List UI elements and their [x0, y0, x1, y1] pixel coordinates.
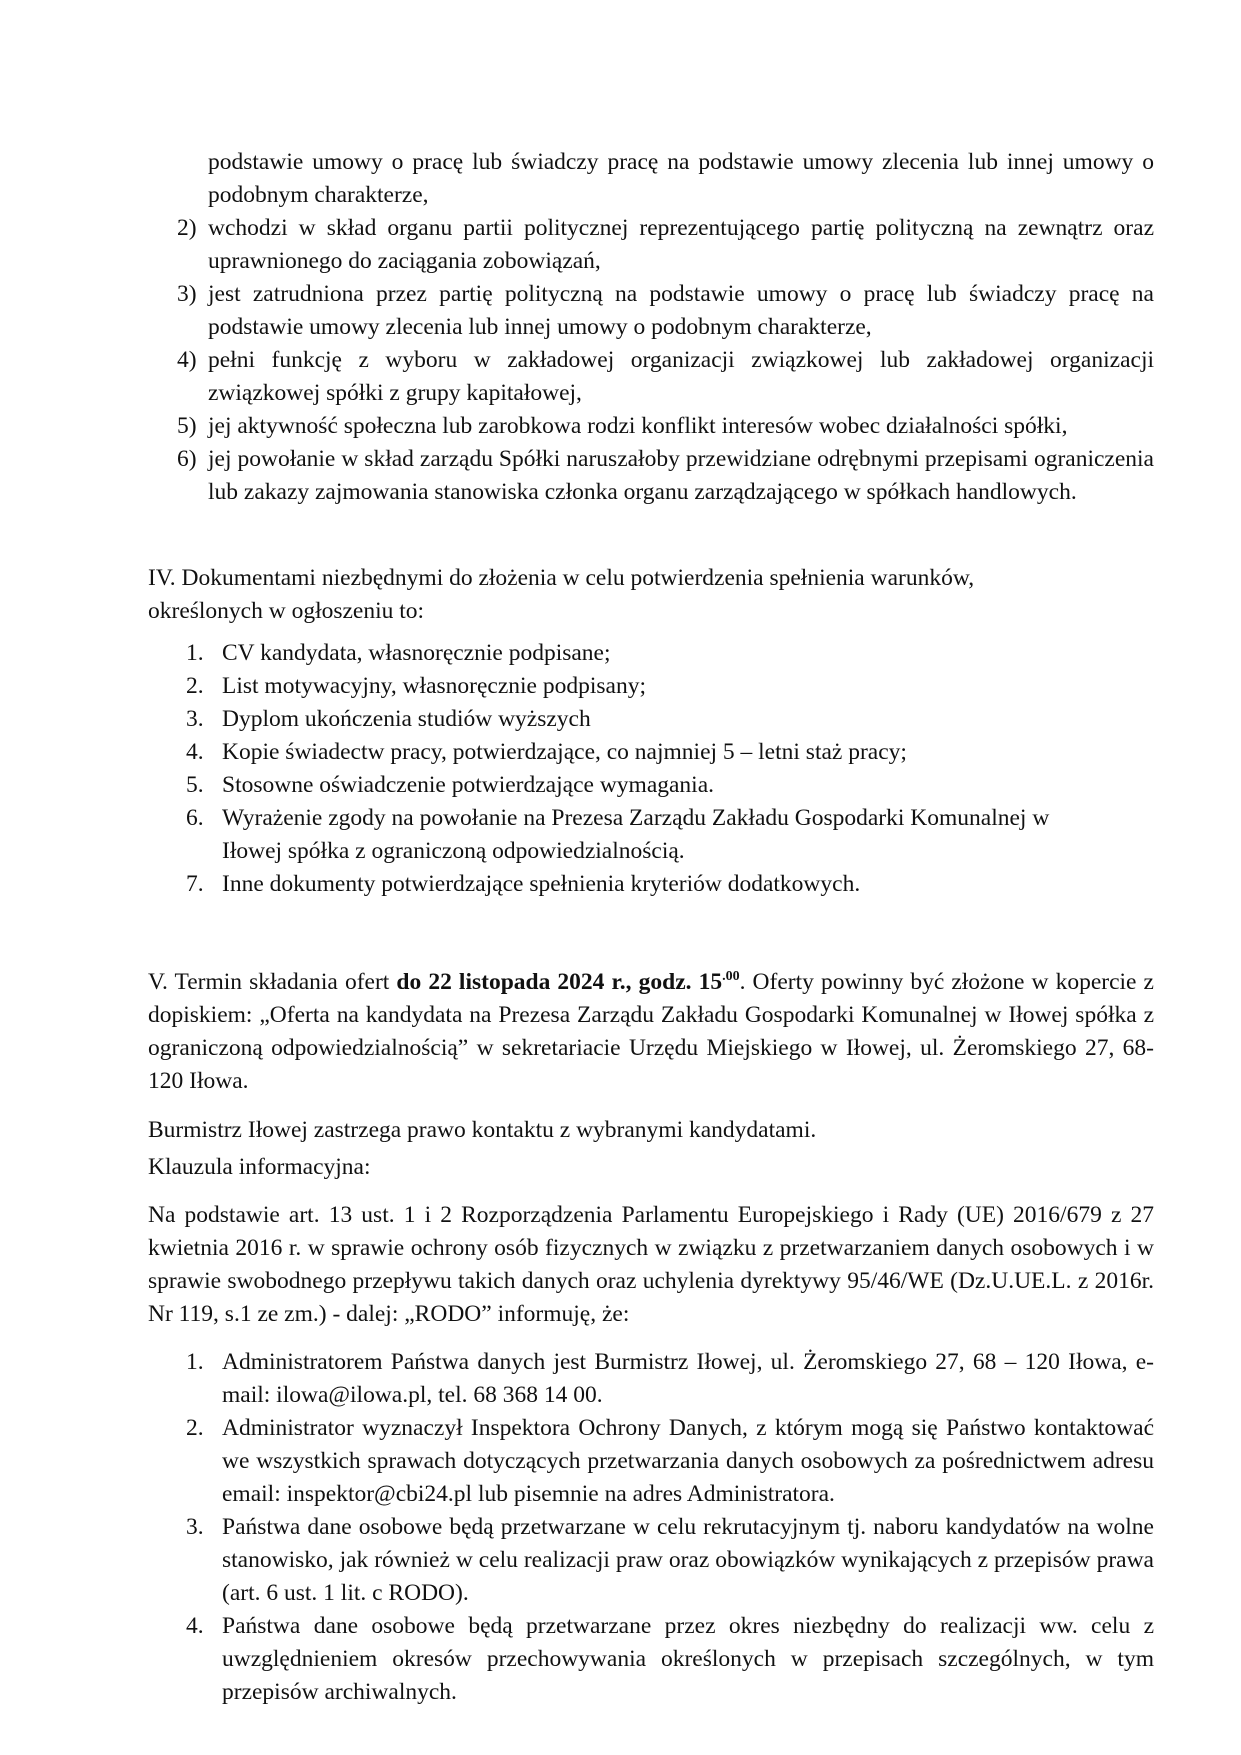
- list-text: Inne dokumenty potwierdzające spełnienia kryteriów dodatkowych.: [222, 871, 861, 897]
- deadline-prefix: V. Termin składania ofert: [148, 969, 397, 995]
- list-item: [186, 1412, 1154, 1511]
- conditions-list: [177, 212, 1154, 509]
- list-item: [186, 637, 1106, 670]
- list-number: 3.: [186, 1514, 204, 1540]
- klauzula-intro: Na podstawie art. 13 ust. 1 i 2 Rozporządzenia Parlamentu Europejskiego i Rady (UE) 2016/679 z 27 kwietnia 2016 r. w sprawie ochrony osób fizycznych w związku z przetwarzaniem danych osobowych i w sprawie swobodnego przepływu takich danych oraz uchylenia dyrektywy 95/46/WE (Dz.U.UE.L. z 2016r. Nr 119, s.1 ze zm.) - dalej: „RODO” informuję, że:: [148, 1202, 1154, 1327]
- deadline-suffix: . Oferty powinny być złożone w kopercie z dopiskiem: „Oferta na kandydata na Prezesa Zarządu Zakładu Gospodarki Komunalnej w Iłowej spółka z ograniczoną odpowiedzialnością” w sekretariacie Urzędu Miejskiego w Iłowej, ul. Żeromskiego 27, 68-120 Iłowa.: [148, 969, 1154, 1094]
- list-number: 2.: [186, 673, 204, 699]
- list-item: [186, 1610, 1154, 1709]
- klauzula-heading: Klauzula informacyjna:: [148, 1154, 371, 1180]
- list-text: Stosowne oświadczenie potwierdzające wymagania.: [222, 772, 715, 798]
- list-text: Administratorem Państwa danych jest Burmistrz Iłowej, ul. Żeromskiego 27, 68 – 120 Iłowa, e-mail: ilowa@ilowa.pl, tel. 68 368 14 00.: [222, 1349, 1154, 1408]
- list-item: [186, 703, 1106, 736]
- list-item: [186, 1511, 1154, 1610]
- rodo-list: [186, 1346, 1154, 1709]
- section-4-title: IV. Dokumentami niezbędnymi do złożenia w celu potwierdzenia spełnienia warunków, określonych w ogłoszeniu to:: [148, 565, 975, 624]
- list-number: 6.: [186, 805, 204, 831]
- list-text: CV kandydata, własnoręcznie podpisane;: [222, 640, 611, 666]
- list-item: [177, 344, 1154, 410]
- required-documents-list: [186, 637, 1106, 901]
- list-number: 3): [177, 281, 197, 307]
- list-item: [186, 868, 1106, 901]
- list-text: Państwa dane osobowe będą przetwarzane w celu rekrutacyjnym tj. naboru kandydatów na wolne stanowisko, jak również w celu realizacji praw oraz obowiązków wynikających z przepisów prawa (art. 6 ust. 1 lit. c RODO).: [222, 1514, 1154, 1606]
- list-number: 6): [177, 446, 197, 472]
- deadline-sup: .00: [722, 969, 740, 985]
- deadline-bold: do 22 listopada 2024 r., godz. 15: [396, 969, 723, 995]
- list-text: Administrator wyznaczył Inspektora Ochrony Danych, z którym mogą się Państwo kontaktować we wszystkich sprawach dotyczących przetwarzania danych osobowych za pośrednictwem adresu email: inspektor@cbi24.pl lub pisemnie na adres Administratora.: [222, 1415, 1154, 1507]
- list-text: jej aktywność społeczna lub zarobkowa rodzi konflikt interesów wobec działalności spółki,: [208, 413, 1068, 439]
- list-text: Dyplom ukończenia studiów wyższych: [222, 706, 591, 732]
- list-number: 5.: [186, 772, 204, 798]
- list-text: Wyrażenie zgody na powołanie na Prezesa Zarządu Zakładu Gospodarki Komunalnej w Iłowej spółka z ograniczoną odpowiedzialnością.: [222, 805, 1050, 864]
- list-item: [186, 802, 1106, 868]
- list-number: 1.: [186, 1349, 204, 1375]
- list-item: [186, 670, 1106, 703]
- list-item: [177, 278, 1154, 344]
- list-number: 3.: [186, 706, 204, 732]
- burmistrz-note: Burmistrz Iłowej zastrzega prawo kontaktu z wybranymi kandydatami.: [148, 1117, 817, 1143]
- list-number: 4): [177, 347, 197, 373]
- list-item: [177, 410, 1154, 443]
- list-item: [186, 769, 1106, 802]
- list-number: 4.: [186, 1613, 204, 1639]
- list-item: [177, 212, 1154, 278]
- list-item: [186, 1346, 1154, 1412]
- list-number: 5): [177, 413, 197, 439]
- list-item: [186, 736, 1106, 769]
- list-number: 7.: [186, 871, 204, 897]
- list-number: 2): [177, 215, 197, 241]
- list-number: 1.: [186, 640, 204, 666]
- list-text: jej powołanie w skład zarządu Spółki naruszałoby przewidziane odrębnymi przepisami ograniczenia lub zakazy zajmowania stanowiska członka organu zarządzającego w spółkach handlowych.: [208, 446, 1154, 505]
- list-text: List motywacyjny, własnoręcznie podpisany;: [222, 673, 646, 699]
- list-number: 2.: [186, 1415, 204, 1441]
- continuation-text: podstawie umowy o pracę lub świadczy pracę na podstawie umowy zlecenia lub innej umowy o podobnym charakterze,: [208, 149, 1154, 208]
- list-item: [177, 443, 1154, 509]
- list-text: Kopie świadectw pracy, potwierdzające, co najmniej 5 – letni staż pracy;: [222, 739, 907, 765]
- list-text: jest zatrudniona przez partię polityczną na podstawie umowy o pracę lub świadczy pracę na podstawie umowy zlecenia lub innej umowy o podobnym charakterze,: [208, 281, 1154, 340]
- list-text: Państwa dane osobowe będą przetwarzane przez okres niezbędny do realizacji ww. celu z uwzględnieniem okresów przechowywania określonych w przepisach szczególnych, w tym przepisów archiwalnych.: [222, 1613, 1154, 1705]
- section-5-deadline: [148, 966, 1154, 1098]
- list-text: wchodzi w skład organu partii politycznej reprezentującego partię polityczną na zewnątrz oraz uprawnionego do zaciągania zobowiązań,: [208, 215, 1154, 274]
- list-text: pełni funkcję z wyboru w zakładowej organizacji związkowej lub zakładowej organizacji związkowej spółki z grupy kapitałowej,: [208, 347, 1154, 406]
- list-number: 4.: [186, 739, 204, 765]
